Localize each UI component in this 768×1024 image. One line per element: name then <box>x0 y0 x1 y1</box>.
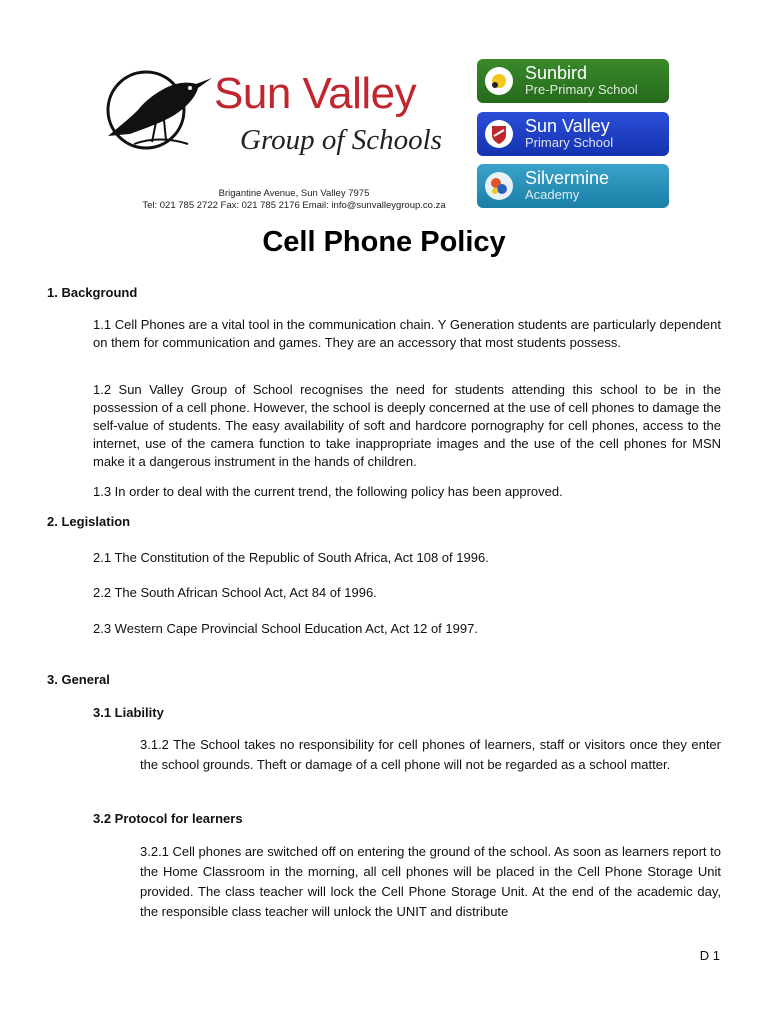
silvermine-emblem-icon <box>483 170 515 202</box>
paragraph-1-2: 1.2 Sun Valley Group of School recognises the need for students attending this school to be in the possession of a cell phone. However, the school is deeply concerned at the use of cell phones to damage the self-value of students. The easy availability of soft and hardcore pornography for cell phones, access to the internet, use of the camera function to take inappropriate images and the use of the cell phones for MSN make it a dangerous instrument in the hands of children. <box>93 382 722 469</box>
subsection-heading-liability: 3.1 Liability <box>93 705 164 720</box>
badge-primary-name: Sun Valley <box>525 116 610 136</box>
paragraph-2-2: 2.2 The South African School Act, Act 84 of 1996. <box>93 585 377 600</box>
badge-silvermine <box>477 164 669 208</box>
badge-silvermine-name: Silvermine <box>525 168 610 188</box>
sunbird-logo-icon <box>100 66 218 156</box>
page-number: D 1 <box>699 948 720 963</box>
paragraph-1-1: 1.1 Cell Phones are a vital tool in the communication chain. Y Generation students are particularly dependent on them for communication and games. They are an accessory that most students possess. <box>93 317 721 350</box>
section-heading-legislation: 2. Legislation <box>47 514 131 529</box>
shield-emblem-icon <box>483 118 515 150</box>
badge-sun-valley-primary <box>477 112 669 156</box>
badge-primary-sub: Primary School <box>525 135 614 150</box>
badge-sunbird-sub: Pre-Primary School <box>525 82 638 97</box>
brand-title: Sun Valley <box>214 69 417 118</box>
paragraph-1-3: 1.3 In order to deal with the current trend, the following policy has been approved. <box>93 484 563 499</box>
sunbird-emblem-icon <box>483 65 515 97</box>
paragraph-3-2-1: 3.2.1 Cell phones are switched off on entering the ground of the school. As soon as learners report to the Home Classroom in the morning, all cell phones will be placed in the Cell Phone Storage Unit provided. The class teacher will lock the Cell Phone Storage Unit. At the end of the academic day, the responsible class teacher will unlock the UNIT and distribute <box>140 844 721 919</box>
badge-sunbird-name: Sunbird <box>525 63 588 83</box>
section-heading-general: 3. General <box>47 672 110 687</box>
paragraph-3-1-2: 3.1.2 The School takes no responsibility for cell phones of learners, staff or visitors once they enter the school grounds. Theft or damage of a cell phone will not be regarded as a school matter. <box>140 737 721 772</box>
address-line: Brigantine Avenue, Sun Valley 7975 <box>218 188 370 199</box>
badge-silvermine-sub: Academy <box>525 187 580 202</box>
contact-details <box>124 188 464 212</box>
school-logo <box>100 60 470 220</box>
document-title: Cell Phone Policy <box>262 226 506 258</box>
section-heading-background: 1. Background <box>47 285 138 300</box>
paragraph-2-3: 2.3 Western Cape Provincial School Education Act, Act 12 of 1997. <box>93 621 478 636</box>
brand-subtitle: Group of Schools <box>240 124 442 156</box>
contact-line: Tel: 021 785 2722 Fax: 021 785 2176 Email: info@sunvalleygroup.co.za <box>142 200 446 211</box>
badge-sunbird <box>477 59 669 103</box>
paragraph-2-1: 2.1 The Constitution of the Republic of South Africa, Act 108 of 1996. <box>93 550 489 565</box>
subsection-heading-protocol: 3.2 Protocol for learners <box>93 811 243 826</box>
